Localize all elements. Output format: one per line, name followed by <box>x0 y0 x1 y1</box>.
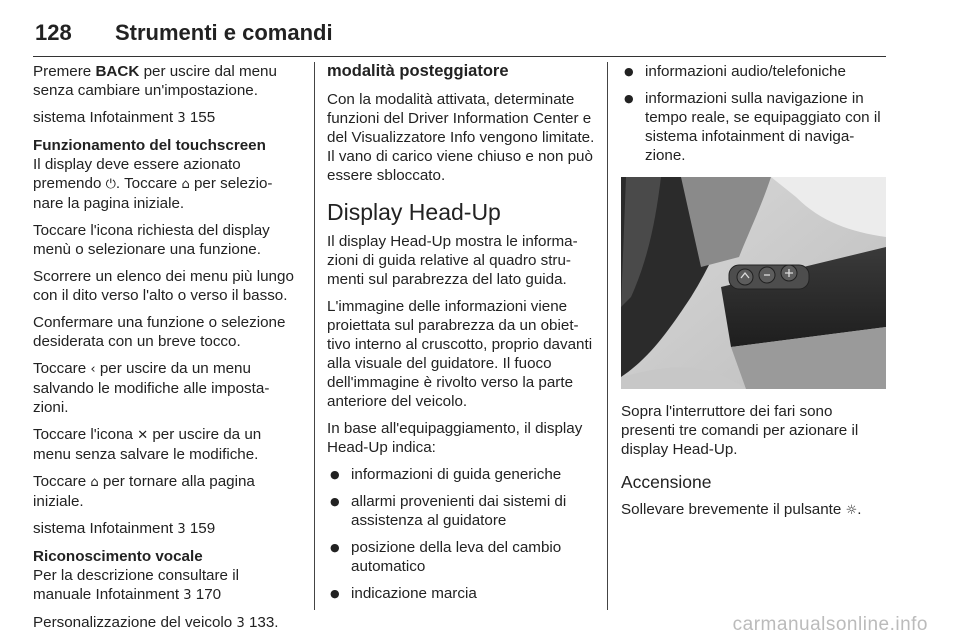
page-header <box>33 18 886 57</box>
reference-arrow-icon: 3 <box>177 111 186 126</box>
paragraph: In base all'equipaggiamento, il display Head-Up indica: <box>327 420 583 456</box>
paragraph: Sollevare brevemente il pulsante ☼. <box>621 501 862 518</box>
paragraph: Toccare l'icona richiesta del display menù o selezionare una funzione. <box>33 222 270 258</box>
close-icon: ✕ <box>137 428 149 443</box>
column-divider <box>607 62 608 610</box>
bullet-list <box>621 62 886 165</box>
cross-reference[interactable]: sistema Infotainment 3 159 <box>33 520 216 537</box>
section-heading: Accensione <box>621 472 712 492</box>
power-icon: ⏻ <box>105 177 116 192</box>
paragraph: Scorrere un elenco dei menu più lungo con il dito verso l'alto o verso il basso. <box>33 268 294 304</box>
column-middle <box>327 62 595 611</box>
back-chevron-icon: ‹ <box>90 362 96 377</box>
chapter-heading: Display Head-Up <box>327 199 501 225</box>
reference-arrow-icon: 3 <box>183 588 192 603</box>
list-item: ● allarmi provenienti dai sistemi di assistenza al guidatore <box>327 492 595 530</box>
list-item: ● posizione della leva del cambio automatico <box>327 538 595 576</box>
section-heading: Riconoscimento vocale <box>33 548 203 565</box>
paragraph: Con la modalità attivata, determinate funzioni del Driver Information Center e del Visualizzatore Info vengono limitate. Il vano di carico viene chiuso e non può essere sbloccato. <box>327 91 595 184</box>
home-icon: ⌂ <box>90 475 99 490</box>
cross-reference[interactable]: Personalizzazione del veicolo 3 133. <box>33 614 279 631</box>
section-heading: Funzionamento del touchscreen <box>33 137 266 154</box>
key-label: BACK <box>95 63 140 80</box>
paragraph: L'immagine delle informazioni viene proiettata sul parabrezza da un obiet-tivo interno al cruscotto, proprio davanti alla visuale del guidatore. Il fuoco dell'immagine è rivolto verso la parte anteriore del veicolo. <box>327 298 593 410</box>
headlight-switch-photo <box>621 177 886 389</box>
list-item: ● indicazione marcia <box>327 584 595 603</box>
brightness-icon: ☼ <box>845 503 858 518</box>
cross-reference[interactable]: sistema Infotainment 3 155 <box>33 109 216 126</box>
paragraph: Toccare l'icona ✕ per uscire da un menu senza salvare le modifiche. <box>33 426 262 463</box>
list-item: ● informazioni sulla navigazione in tempo reale, se equipaggiato con il sistema infotainment di naviga-zione. <box>621 89 886 165</box>
paragraph: Toccare ⌂ per tornare alla pagina iniziale. <box>33 473 255 510</box>
watermark: carmanualsonline.info <box>732 614 928 635</box>
column-right <box>621 62 886 528</box>
paragraph: Toccare ‹ per uscire da un menu salvando le modifiche alle imposta-zioni. <box>33 360 270 416</box>
reference-arrow-icon: 3 <box>236 616 245 631</box>
home-icon: ⌂ <box>181 177 190 192</box>
section-heading: modalità posteggiatore <box>327 62 509 80</box>
bullet-list <box>327 465 595 603</box>
list-item: ● informazioni di guida generiche <box>327 465 595 484</box>
paragraph: Premere BACK per uscire dal menu senza cambiare un'impostazione. <box>33 63 277 99</box>
page-number: 128 <box>35 20 72 45</box>
paragraph: Il display Head-Up mostra le informa-zioni di guida relative al quadro stru-menti sul parabrezza del lato guida. <box>327 233 578 288</box>
paragraph: Per la descrizione consultare il manuale Infotainment 3 170 <box>33 567 239 603</box>
figure-caption: Sopra l'interruttore dei fari sono presenti tre comandi per azionare il display Head-Up. <box>621 403 859 458</box>
reference-arrow-icon: 3 <box>177 522 186 537</box>
list-item: ● informazioni audio/telefoniche <box>621 62 886 81</box>
page-title: Strumenti e comandi <box>115 20 333 45</box>
paragraph: Il display deve essere azionato premendo ⏻. Toccare ⌂ per selezio-nare la pagina iniziale. <box>33 156 273 212</box>
column-left <box>33 62 301 641</box>
paragraph: Confermare una funzione o selezione desiderata con un breve tocco. <box>33 314 286 350</box>
column-divider <box>314 62 315 610</box>
